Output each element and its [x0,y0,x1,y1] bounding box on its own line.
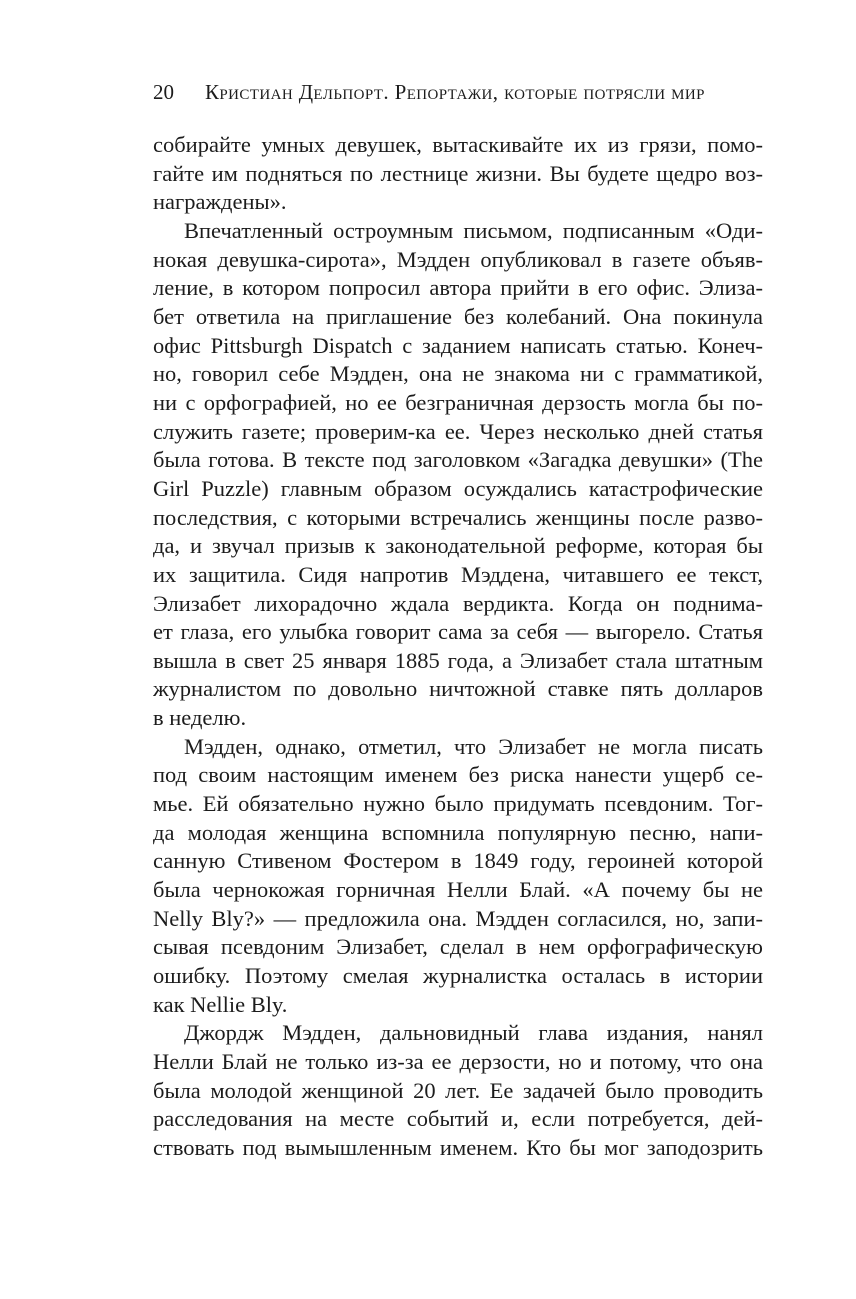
text-line: Nelly Bly?» — предложила она. Мэдден согласился, но, запи- [153,905,763,931]
text-line: расследования на месте событий и, если потребуется, дей- [153,1106,763,1132]
text-line: была чернокожая горничная Нелли Блай. «А почему бы не [153,877,763,903]
text-line: нокая девушка-сирота», Мэдден опубликовал в газете объяв- [153,246,763,272]
text-line: награждены». [153,189,287,215]
text-line: ошибку. Поэтому смелая журналистка осталась в истории [153,963,763,989]
text-line: бет ответила на приглашение без колебаний. Она покинула [153,303,763,329]
text-line: журналистом по довольно ничтожной ставке пять долларов [153,676,763,702]
text-line: ление, в котором попросил автора прийти в его офис. Элиза- [153,275,763,301]
running-head-title: Кристиан Дельпорт. Репортажи, которые потрясли мир [205,80,705,104]
page-number: 20 [153,80,174,104]
text-line: да молодая женщина вспомнила популярную песню, напи- [153,819,763,845]
text-line: ет глаза, его улыбка говорит сама за себя — выгорело. Статья [153,619,763,645]
text-line: в неделю. [153,705,247,731]
text-line: санную Стивеном Фостером в 1849 году, героиней которой [153,848,763,874]
text-line: офис Pittsburgh Dispatch с заданием написать статью. Конеч- [153,332,763,358]
text-line: Нелли Блай не только из-за ее дерзости, но и потому, что она [153,1049,763,1074]
text-line: Элизабет лихорадочно ждала вердикта. Когда он поднима- [153,590,763,616]
running-head [153,78,763,106]
text-line: но, говорил себе Мэдден, она не знакома ни с грамматикой, [153,361,763,387]
text-line: Girl Puzzle) главным образом осуждались катастрофические [153,475,763,501]
paragraph-first-line: Впечатленный остроумным письмом, подписанным «Оди- [184,217,763,243]
text-line: мье. Ей обязательно нужно было придумать псевдоним. Тог- [153,791,763,817]
text-line: как Nellie Bly. [153,991,288,1017]
text-line: ни с орфографией, но ее безграничная дерзость могла бы по- [153,389,763,415]
text-line: сывая псевдоним Элизабет, сделал в нем орфографическую [153,934,763,960]
text-line: была молодой женщиной 20 лет. Ее задачей было проводить [153,1077,763,1103]
text-line: вышла в свет 25 января 1885 года, а Элизабет стала штатным [153,647,763,673]
text-line: собирайте умных девушек, вытаскивайте их из грязи, помо- [153,132,763,157]
body-text [153,131,763,1163]
text-line: была готова. В тексте под заголовком «Загадка девушки» (The [153,447,763,473]
text-line: гайте им подняться по лестнице жизни. Вы будете щедро воз- [153,160,763,186]
text-line: последствия, с которыми встречались женщины после разво- [153,504,763,530]
paragraph-first-line: Джордж Мэдден, дальновидный глава издания, нанял [184,1020,763,1046]
text-line: под своим настоящим именем без риска нанести ущерб се- [153,762,763,788]
text-line: служить газете; проверим-ка ее. Через несколько дней статья [153,418,763,444]
text-line: ствовать под вымышленным именем. Кто бы мог заподозрить [153,1134,763,1160]
paragraph-first-line: Мэдден, однако, отметил, что Элизабет не могла писать [184,733,763,759]
text-line: да, и звучал призыв к законодательной реформе, которая бы [153,533,763,559]
text-line: их защитила. Сидя напротив Мэддена, читавшего ее текст, [153,561,763,587]
